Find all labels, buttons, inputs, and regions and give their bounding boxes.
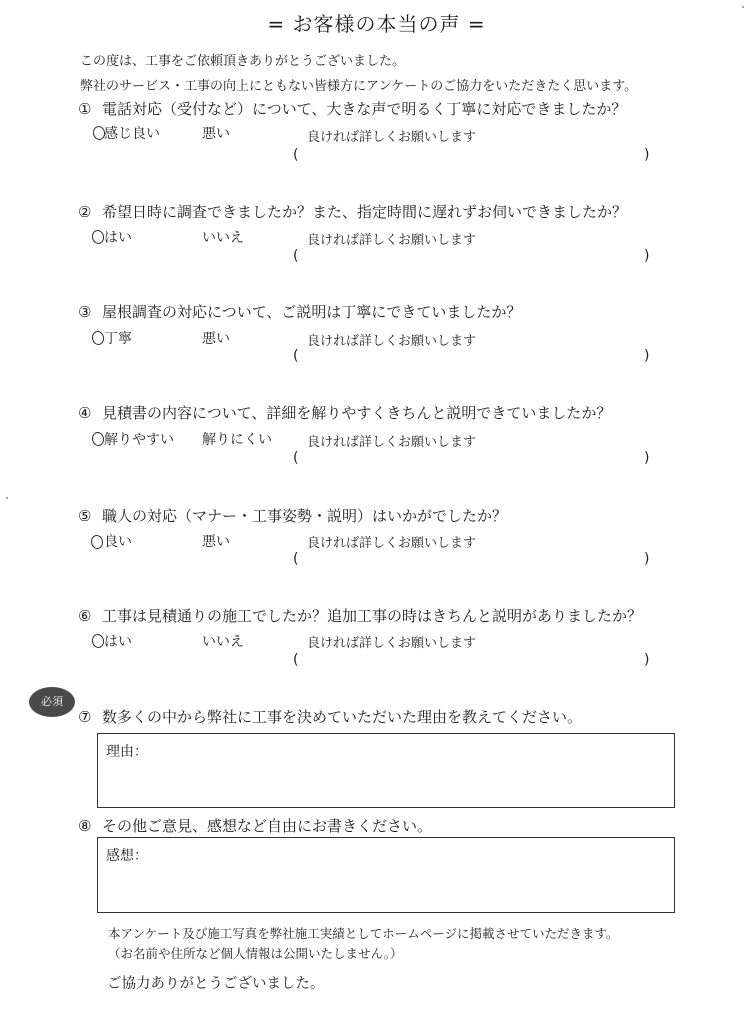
detail-close-paren: ) [644, 450, 650, 466]
comment-label: 感想： [106, 848, 148, 864]
question-number: ⑧ [78, 817, 92, 835]
detail-open-paren: ( [293, 652, 299, 668]
question-text: 屋根調査の対応について、ご説明は丁寧にできていましたか？ [102, 303, 522, 321]
intro-line-2: 弊社のサービス・工事の向上にともない皆様方にアンケートのご協力をいただきたく思います。 [80, 79, 638, 94]
comment-answer-box[interactable] [97, 837, 675, 913]
option-1[interactable]: 解りやすい [104, 432, 174, 448]
question-text: その他ご意見、感想など自由にお書きください。 [102, 817, 433, 835]
detail-close-paren: ) [644, 551, 650, 567]
detail-label: 良ければ詳しくお願いします [307, 233, 477, 248]
question-text: 数多くの中から弊社に工事を決めていただいた理由を教えてください。 [102, 708, 583, 726]
question-text: 希望日時に調査できましたか？また、指定時間に遅れずお伺いできましたか？ [102, 203, 628, 221]
option-2[interactable]: いいえ [202, 230, 244, 246]
detail-open-paren: ( [293, 147, 299, 163]
scan-speck [6, 497, 8, 499]
detail-open-paren: ( [293, 248, 299, 264]
question-number: ④ [78, 404, 92, 422]
detail-close-paren: ) [644, 652, 650, 668]
selected-mark [90, 534, 105, 550]
question-number: ⑥ [78, 607, 92, 625]
question-number: ① [78, 100, 92, 118]
question-text: 電話対応（受付など）について、大きな声で明るく丁寧に対応できましたか？ [102, 100, 627, 118]
question-number: ⑦ [78, 708, 92, 726]
publication-notice: 本アンケート及び施工写真を弊社施工実績としてホームページに掲載させていただきます。 [108, 926, 619, 941]
detail-open-paren: ( [293, 450, 299, 466]
closing-message: ご協力ありがとうございました。 [107, 976, 325, 992]
option-2[interactable]: 解りにくい [202, 432, 272, 448]
detail-close-paren: ) [644, 348, 650, 364]
reason-label: 理由： [106, 744, 148, 760]
privacy-notice: （お名前や住所など個人情報は公開いたしません。） [108, 946, 403, 961]
option-1[interactable]: はい [104, 634, 132, 650]
option-2[interactable]: 悪い [202, 534, 230, 550]
intro-line-1: この度は、工事をご依頼頂きありがとうございました。 [80, 54, 406, 69]
detail-close-paren: ) [644, 147, 650, 163]
detail-label: 良ければ詳しくお願いします [307, 435, 477, 450]
question-number: ③ [78, 303, 92, 321]
detail-label: 良ければ詳しくお願いします [307, 536, 477, 551]
required-badge: 必須 [29, 687, 75, 717]
detail-label: 良ければ詳しくお願いします [307, 334, 477, 349]
page-title: = お客様の本当の声 = [267, 12, 486, 36]
detail-label: 良ければ詳しくお願いします [307, 636, 477, 651]
question-number: ② [78, 203, 92, 221]
detail-close-paren: ) [644, 248, 650, 264]
option-1[interactable]: 良い [104, 534, 132, 550]
option-1[interactable]: 感じ良い [104, 126, 160, 142]
question-number: ⑤ [78, 507, 92, 525]
option-2[interactable]: 悪い [202, 331, 230, 347]
option-2[interactable]: 悪い [202, 126, 230, 142]
reason-answer-box[interactable] [97, 733, 675, 808]
question-text: 見積書の内容について、詳細を解りやすくきちんと説明できていましたか？ [102, 404, 612, 422]
option-1[interactable]: はい [104, 230, 132, 246]
option-1[interactable]: 丁寧 [104, 331, 132, 347]
detail-open-paren: ( [293, 348, 299, 364]
question-text: 職人の対応（マナー・工事姿勢・説明）はいかがでしたか？ [102, 507, 508, 525]
option-2[interactable]: いいえ [202, 634, 244, 650]
detail-label: 良ければ詳しくお願いします [307, 130, 477, 145]
detail-open-paren: ( [293, 551, 299, 567]
scan-speck [742, 6, 744, 8]
question-text: 工事は見積通りの施工でしたか？追加工事の時はきちんと説明がありましたか？ [102, 607, 643, 625]
